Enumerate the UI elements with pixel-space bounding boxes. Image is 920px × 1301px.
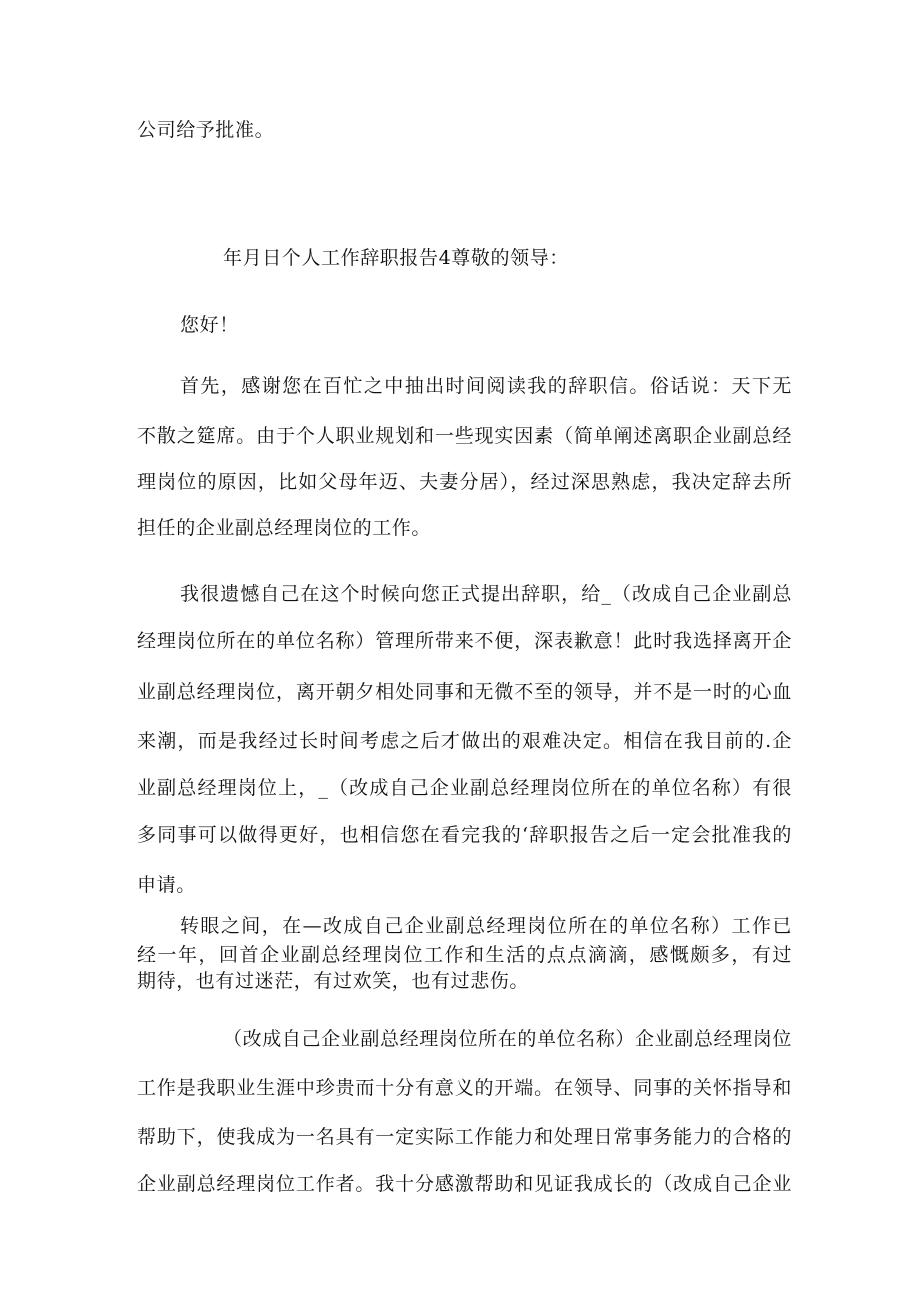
paragraph-2-line-5: 业副总经理岗位上，_（改成自己企业副总经理岗位所在的单位名称）有很: [137, 777, 792, 799]
paragraph-1-line-2: 不散之筵席。由于个人职业规划和一些现实因素（简单阐述离职企业副总经: [137, 425, 792, 447]
paragraph-2-line-1: 我很遗憾自己在这个时候向您正式提出辞职，给_（改成自己企业副总: [180, 583, 792, 605]
report-title-line: 年月日个人工作辞职报告4尊敬的领导：: [223, 247, 569, 269]
paragraph-4-line-1: （改成自己企业副总经理岗位所在的单位名称）企业副总经理岗位: [223, 1028, 792, 1050]
paragraph-3-line-1: 转眼之间，在—改成自己企业副总经理岗位所在的单位名称）工作已: [180, 915, 792, 937]
paragraph-2-line-2: 经理岗位所在的单位名称）管理所带来不便，深表歉意！此时我选择离开企: [137, 630, 792, 652]
text-line-closing: 公司给予批准。: [137, 119, 275, 141]
paragraph-4-line-4: 企业副总经理岗位工作者。我十分感激帮助和见证我成长的（改成自己企业: [137, 1173, 792, 1195]
paragraph-4-line-2: 工作是我职业生涯中珍贵而十分有意义的开端。在领导、同事的关怀指导和: [137, 1077, 792, 1099]
paragraph-2-line-4: 来潮，而是我经过长时间考虑之后才做出的艰难决定。相信在我目前的.企: [137, 730, 792, 752]
paragraph-4-line-3: 帮助下，使我成为一名具有一定实际工作能力和处理日常事务能力的合格的: [137, 1126, 792, 1148]
paragraph-1-line-1: 首先，感谢您在百忙之中抽出时间阅读我的辞职信。俗话说：天下无: [180, 375, 792, 397]
paragraph-3-line-2: 经一年，回首企业副总经理岗位工作和生活的点点滴滴，感慨颇多，有过: [137, 944, 792, 966]
paragraph-2-line-6: 多同事可以做得更好，也相信您在看完我的‘辞职报告之后一定会批准我的: [137, 824, 792, 846]
paragraph-2-line-7: 申请。: [137, 874, 196, 896]
paragraph-3-line-3: 期待，也有过迷茫，有过欢笑，也有过悲伤。: [137, 970, 530, 992]
paragraph-1-line-3: 理岗位的原因，比如父母年迈、夫妻分居），经过深思熟虑，我决定辞去所: [137, 471, 792, 493]
greeting-line: 您好！: [180, 314, 239, 336]
paragraph-1-line-4: 担任的企业副总经理岗位的工作。: [137, 517, 432, 539]
paragraph-2-line-3: 业副总经理岗位，离开朝夕相处同事和无微不至的领导，并不是一时的心血: [137, 681, 792, 703]
